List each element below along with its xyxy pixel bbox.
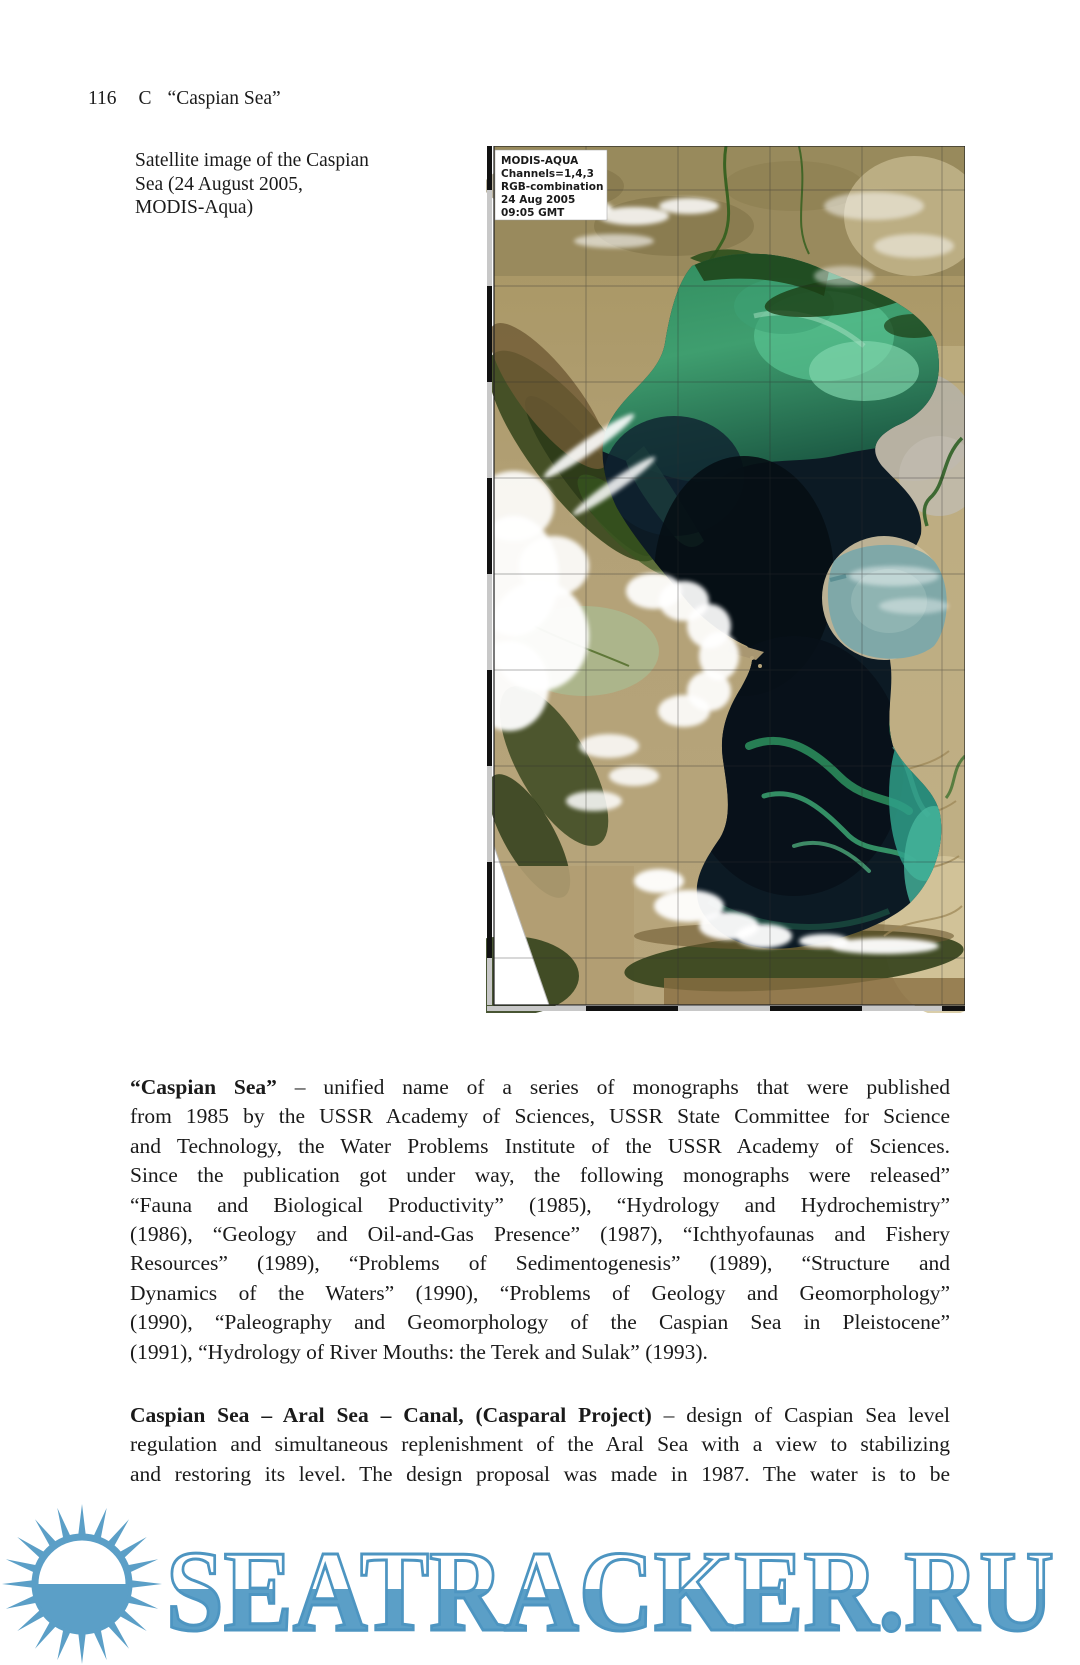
satellite-figure [486, 146, 965, 1013]
text-line: (1991), “Hydrology of River Mouths: the Terek and Sulak” (1993). [130, 1339, 708, 1364]
text-line: “Fauna and Biological Productivity” (1985), “Hydrology and Hydrochemistry” [130, 1192, 950, 1217]
body-text [130, 1073, 950, 1489]
text-line: Resources” (1989), “Problems of Sedimentogenesis” (1989), “Structure and [130, 1251, 950, 1276]
text-line: Dynamics of the Waters” (1990), “Problems of Geology and Geomorphology” [130, 1280, 950, 1305]
text-line: Caspian Sea – Aral Sea – Canal, (Casparal Project) – design of Caspian Sea level [130, 1403, 950, 1428]
paragraph [130, 1073, 950, 1367]
map-label-line: RGB-combination [501, 181, 604, 193]
text-line: and Technology, the Water Problems Institute of the USSR Academy of Sciences. [130, 1133, 950, 1158]
text-line: (1986), “Geology and Oil-and-Gas Presence” (1987), “Ichthyofaunas and Fishery [130, 1222, 950, 1247]
map-label-box [495, 150, 607, 220]
text-line: regulation and simultaneous replenishment of the Aral Sea with a view to stabilizing [130, 1432, 950, 1457]
satellite-map-svg [486, 146, 965, 1013]
map-label-line: Channels=1,4,3 [501, 168, 594, 180]
text-line: from 1985 by the USSR Academy of Sciences, USSR State Committee for Science [130, 1104, 950, 1129]
text-line: “Caspian Sea” – unified name of a series of monographs that were published [130, 1075, 950, 1099]
map-label-line: 24 Aug 2005 [501, 194, 576, 206]
watermark [0, 1492, 1080, 1665]
kara-bogaz-gol [822, 536, 947, 660]
section-letter: C [138, 88, 152, 109]
caption-line: Satellite image of the Caspian [135, 150, 369, 171]
map-label-line: MODIS-AQUA [501, 155, 579, 167]
longitude-scale-bar [487, 1006, 965, 1011]
text-line: (1990), “Paleography and Geomorphology of the Caspian Sea in Pleistocene” [130, 1310, 950, 1335]
latitude-scale-bar [487, 146, 492, 1005]
running-title: “Caspian Sea” [167, 88, 281, 109]
text-line: and restoring its level. The design proposal was made in 1987. The water is to be [130, 1461, 950, 1486]
caption-line: MODIS-Aqua) [135, 197, 254, 218]
text-line: Since the publication got under way, the following monographs were released” [130, 1163, 950, 1188]
map-label-line: 09:05 GMT [501, 207, 565, 219]
page-header [88, 88, 281, 110]
watermark-text: SEATRACKER.RU [166, 1528, 1054, 1655]
page-number: 116 [88, 88, 117, 109]
caption-line: Sea (24 August 2005, [135, 173, 303, 195]
watermark-svg [0, 1492, 1080, 1665]
sun-logo [2, 1504, 162, 1664]
figure-caption [135, 149, 369, 220]
paragraph [130, 1401, 950, 1489]
